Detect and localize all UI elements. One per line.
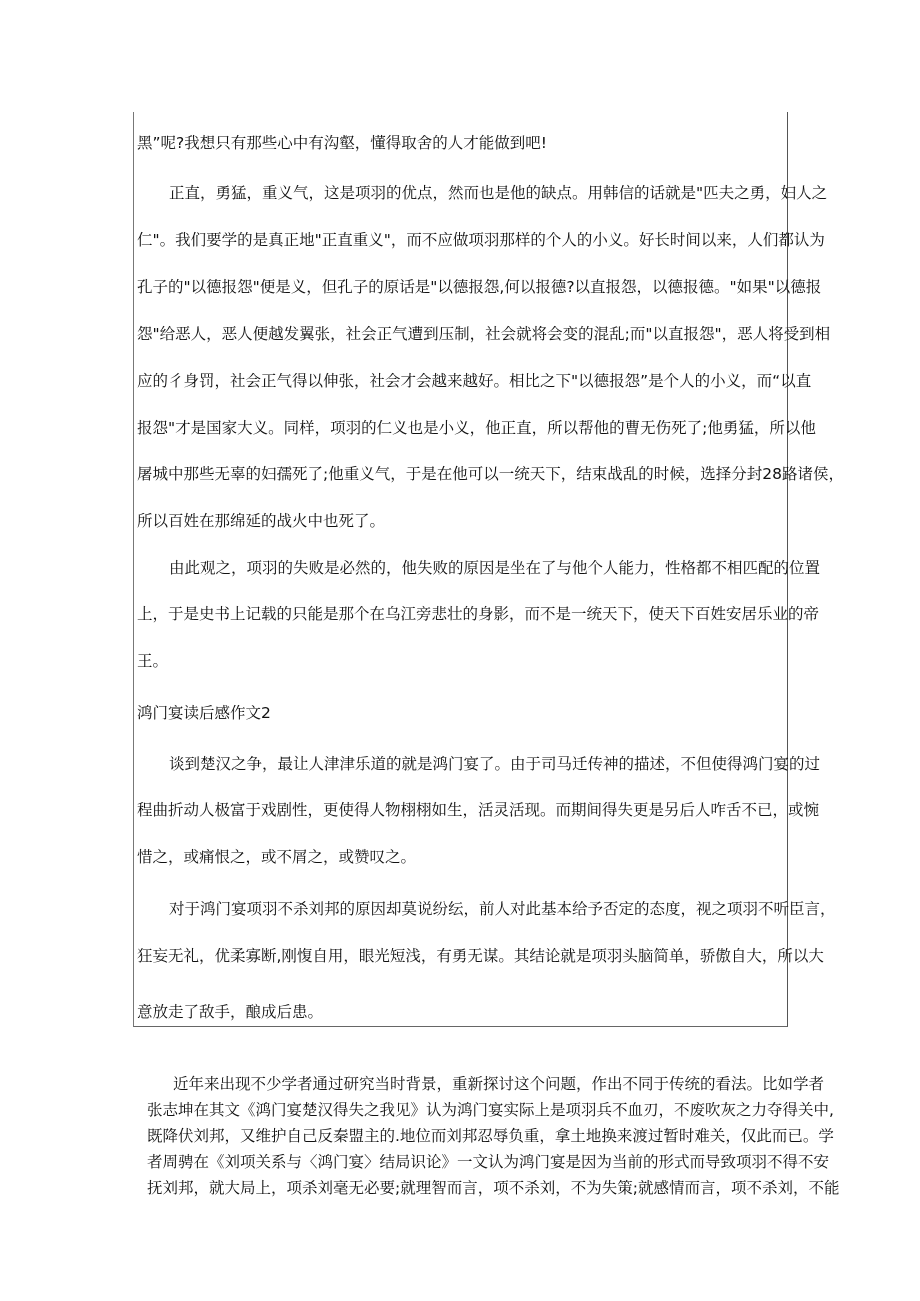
text-line: 意放走了敌手，酿成后患。 xyxy=(137,1003,324,1021)
text-line: 王。 xyxy=(137,652,169,670)
text-line: 报怨"才是国家大义。同样，项羽的仁义也是小义，他正直，所以帮他的曹无伤死了;他勇猛，所以他 xyxy=(137,419,816,437)
text-line: 怨"给恶人，恶人便越发翼张，社会正气遭到压制，社会就将会变的混乱;而"以直报怨"，恶人将受到相 xyxy=(137,325,831,343)
text-line: 所以百姓在那绵延的战火中也死了。 xyxy=(137,512,386,530)
text-line: 对于鸿门宴项羽不杀刘邦的原因却莫说纷纭，前人对此基本给予否定的态度，视之项羽不听臣言， xyxy=(169,900,836,918)
text-line: 程曲折动人极富于戏剧性，更使得人物栩栩如生，活灵活现。而期间得失更是另后人咋舌不已，或惋 xyxy=(137,801,820,819)
text-line: 上，于是史书上记载的只能是那个在乌江旁悲壮的身影，而不是一统天下，使天下百姓安居乐业的帝 xyxy=(137,605,820,623)
text-line: 正直，勇猛，重义气，这是项羽的优点，然而也是他的缺点。用韩信的话就是"匹夫之勇，妇人之 xyxy=(169,184,828,202)
text-line: 惜之，或痛恨之，或不屑之，或赞叹之。 xyxy=(137,848,417,866)
text-line: 者周骋在《刘项关系与〈鸿门宴〉结局识论》一文认为鸿门宴是因为当前的形式而导致项羽不得不安 xyxy=(147,1153,830,1171)
text-line: 黑”呢?我想只有那些心中有沟壑，懂得取舍的人才能做到吧! xyxy=(137,134,547,152)
text-line: 既降伏刘邦，又维护自己反秦盟主的.地位而刘邦忍辱负重，拿土地换来渡过暂时难关，仅此而已。学 xyxy=(147,1127,834,1145)
text-line: 由此观之，项羽的失败是必然的，他失败的原因是坐在了与他个人能力，性格都不相匹配的位置 xyxy=(169,559,821,577)
text-line: 屠城中那些无辜的妇孺死了;他重义气，于是在他可以一统天下，结束战乱的时候，选择分封28路诸侯， xyxy=(137,465,844,483)
text-line: 孔子的"以德报怨"便是义，但孔子的原话是"以德报怨,何以报德?以直报怨，以德报德。"如果"以德报 xyxy=(137,278,822,296)
text-line: 近年来出现不少学者通过研究当时背景，重新探讨这个问题，作出不同于传统的看法。比如学者 xyxy=(173,1075,825,1093)
text-line: 抚刘邦，就大局上，项杀刘毫无必要;就理智而言，项不杀刘，不为失策;就感情而言，项不杀刘，不能 xyxy=(147,1179,840,1197)
text-line: 应的彳身罚，社会正气得以伸张，社会才会越来越好。相比之下"以德报怨”是个人的小义，而“以直 xyxy=(137,372,812,390)
text-line: 仁"。我们要学的是真正地"正直重义"，而不应做项羽那样的个人的小义。好长时间以来，人们都认为 xyxy=(137,231,825,249)
text-line: 谈到楚汉之争，最让人津津乐道的就是鸿门宴了。由于司马迁传神的描述，不但使得鸿门宴的过 xyxy=(169,755,821,773)
section-heading: 鸿门宴读后感作文2 xyxy=(137,704,271,722)
text-line: 狂妄无礼，优柔寡断,刚愎自用，眼光短浅，有勇无谋。其结论就是项羽头脑简单，骄傲自大，所以大 xyxy=(137,947,824,965)
text-line: 张志坤在其文《鸿门宴楚汉得失之我见》认为鸿门宴实际上是项羽兵不血刃，不废吹灰之力夺得关中, xyxy=(147,1101,834,1119)
